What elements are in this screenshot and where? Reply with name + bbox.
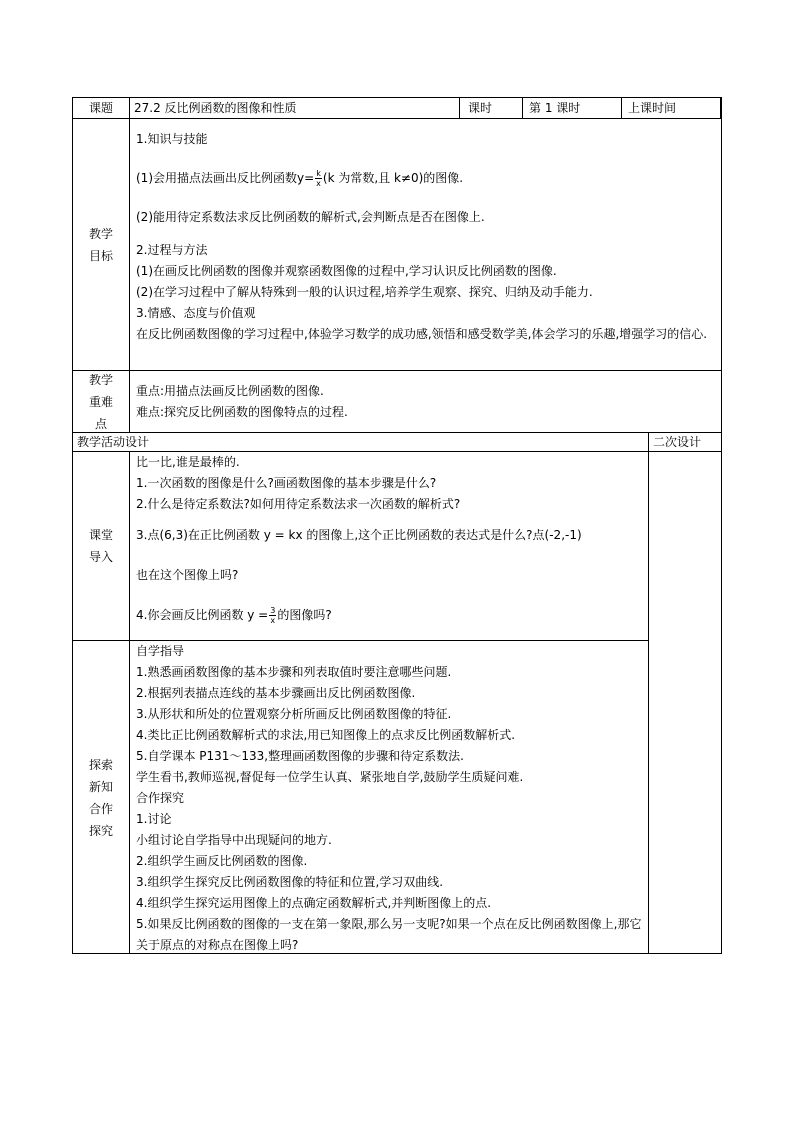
activity-design-cell	[73, 433, 649, 451]
intro-line: 1.一次函数的图像是什么?画函数图像的基本步骤是什么?	[136, 476, 437, 490]
explore-line: 自学指导	[136, 644, 185, 658]
goals-content	[130, 119, 721, 370]
explore-line: 小组讨论自学指导中出现疑问的地方.	[136, 833, 332, 847]
goals-row	[72, 119, 722, 371]
focus-content	[130, 371, 721, 432]
period-value: 第 1 课时	[529, 101, 581, 115]
goals-label-cell	[73, 119, 130, 370]
explore-line: 5.如果反比例函数的图像的一支在第一象限,那么另一支呢?如果一个点在反比例函数图像上,那它关于原点的对称点在图像上吗?	[136, 917, 642, 952]
explore-line: 1.讨论	[136, 812, 172, 826]
second-design-divider	[648, 452, 649, 954]
explore-label-line: 合作	[88, 801, 113, 816]
lesson-plan-table	[72, 97, 722, 954]
goals-label-line: 目标	[88, 248, 113, 263]
explore-line: 4.组织学生探究运用图像上的点确定函数解析式,并判断图像上的点.	[136, 896, 492, 910]
topic-label: 课题	[88, 101, 113, 115]
explore-line: 2.组织学生画反比例函数的图像.	[136, 854, 308, 868]
explore-line: 4.类比正比例函数解析式的求法,用已知图像上的点求反比例函数解析式.	[136, 728, 516, 742]
focus-label-cell	[73, 371, 130, 432]
explore-label-line: 探究	[88, 823, 113, 838]
k-over-x-fraction: $\frac{k}{x}$	[316, 169, 321, 188]
second-design-label: 二次设计	[653, 435, 702, 449]
design-header-row	[72, 433, 722, 452]
goals-line: (2)在学习过程中了解从特殊到一般的认识过程,培养学生观察、探究、归纳及动手能力.	[136, 285, 593, 299]
explore-line: 5.自学课本 P131～133,整理画函数图像的步骤和待定系数法.	[136, 749, 464, 763]
intro-line: 3.点(6,3)在正比例函数 y = kx 的图像上,这个正比例函数的表达式是什么?点(-2,-1)	[136, 528, 582, 542]
intro-line: 也在这个图像上吗?	[136, 568, 239, 582]
difficult-point: 难点:探究反比例函数的图像特点的过程.	[136, 405, 348, 419]
explore-line: 学生看书,教师巡视,督促每一位学生认真、紧张地自学,鼓励学生质疑问难.	[136, 770, 524, 784]
explore-line: 合作探究	[136, 791, 185, 805]
header-row	[72, 97, 722, 119]
explore-label-cell	[73, 641, 130, 954]
goals-label-line: 教学	[88, 226, 113, 241]
explore-label-line: 新知	[88, 779, 113, 794]
intro-label-cell	[73, 452, 130, 640]
goals-line-formula: (1)会用描点法画出反比例函数y= $\frac{k}{x}$ (k 为常数,且 k≠0)的图像.	[136, 169, 464, 188]
key-point: 重点:用描点法画反比例函数的图像.	[136, 384, 324, 398]
explore-label-line: 探索	[88, 757, 113, 772]
lesson-title: 27.2 反比例函数的图像和性质	[134, 101, 297, 115]
period-label-cell	[460, 98, 523, 118]
class-time-label: 上课时间	[628, 101, 677, 115]
explore-section	[73, 641, 648, 954]
explore-line: 2.根据列表描点连线的基本步骤画出反比例函数图像.	[136, 686, 416, 700]
period-label: 课时	[468, 101, 493, 115]
intro-content	[130, 452, 648, 640]
goals-line: (1)在画反比例函数的图像并观察函数图像的过程中,学习认识反比例函数的图像.	[136, 264, 557, 278]
activity-body	[72, 452, 722, 954]
focus-label-line: 点	[94, 416, 107, 431]
class-time-label-cell	[622, 98, 721, 118]
intro-line-formula: 4.你会画反比例函数 y = $\frac{3}{x}$ 的图像吗?	[136, 606, 332, 625]
focus-label-line: 重难	[88, 394, 113, 409]
period-value-cell	[523, 98, 622, 118]
goals-line: 3.情感、态度与价值观	[136, 306, 256, 320]
topic-value-cell	[130, 98, 460, 118]
intro-label-line: 课堂	[88, 528, 113, 542]
goals-line: 2.过程与方法	[136, 243, 208, 257]
three-over-x-fraction: $\frac{3}{x}$	[270, 606, 276, 625]
explore-line: 1.熟悉画函数图像的基本步骤和列表取值时要注意哪些问题.	[136, 665, 452, 679]
second-design-cell	[649, 433, 721, 451]
goals-line: (2)能用待定系数法求反比例函数的解析式,会判断点是否在图像上.	[136, 210, 485, 224]
intro-line: 比一比,谁是最棒的.	[136, 455, 240, 469]
explore-content	[130, 641, 648, 954]
explore-line: 3.从形状和所处的位置观察分析所画反比例函数图像的特征.	[136, 707, 452, 721]
focus-row	[72, 371, 722, 433]
intro-label-line: 导入	[88, 550, 113, 564]
explore-line: 3.组织学生探究反比例函数图像的特征和位置,学习双曲线.	[136, 875, 444, 889]
topic-label-cell	[73, 98, 130, 118]
intro-line: 2.什么是待定系数法?如何用待定系数法求一次函数的解析式?	[136, 497, 461, 511]
activity-design-label: 教学活动设计	[77, 435, 150, 449]
goals-line: 1.知识与技能	[136, 132, 208, 146]
goals-line: 在反比例函数图像的学习过程中,体验学习数学的成功感,领悟和感受数学美,体会学习的乐趣,增强学习的信心.	[136, 327, 708, 341]
focus-label-line: 教学	[88, 372, 113, 387]
intro-section	[73, 452, 648, 641]
